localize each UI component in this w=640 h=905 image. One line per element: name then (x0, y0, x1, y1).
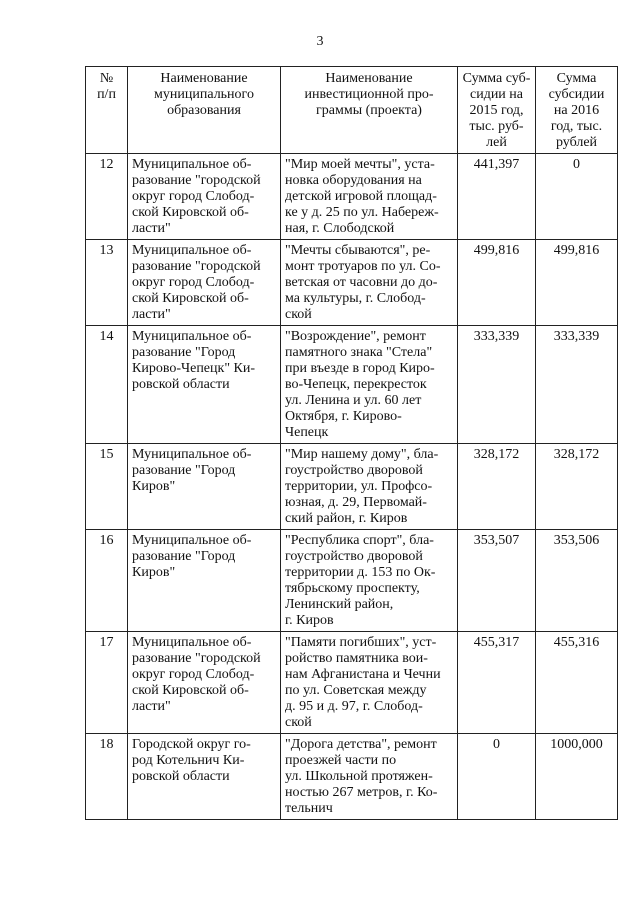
table-row (86, 240, 618, 326)
row-sum-2015: 455,317 (458, 632, 536, 734)
row-municipality: Муниципальное об- разование "городской округ город Слобод- ской Кировской об- ласти" (128, 632, 281, 734)
row-program: "Мечты сбываются", ре- монт тротуаров по ул. Со- ветская от часовни до до- ма культуры, г. Слобод- ской (281, 240, 458, 326)
header-sum-2015-text: Сумма суб- сидии на 2015 год, тыс. руб- лей (462, 71, 531, 150)
header-program (281, 67, 458, 154)
row-sum-2015: 333,339 (458, 326, 536, 444)
header-sum-2016-text: Сумма субсидии на 2016 год, тыс. рублей (548, 71, 605, 150)
header-municipality (128, 67, 281, 154)
table-row (86, 734, 618, 820)
row-program: "Мир моей мечты", уста- новка оборудования на детской игровой площад- ке у д. 25 по ул. Набереж- ная, г. Слободской (281, 154, 458, 240)
row-sum-2015: 328,172 (458, 444, 536, 530)
row-sum-2015: 353,507 (458, 530, 536, 632)
row-program: "Дорога детства", ремонт проезжей части по ул. Школьной протяжен- ностью 267 метров, г. Ко- тельнич (281, 734, 458, 820)
row-municipality: Городской округ го- род Котельнич Ки- ровской области (128, 734, 281, 820)
header-sum-2015 (458, 67, 536, 154)
row-program: "Республика спорт", бла- гоустройство дворовой территории д. 153 по Ок- тябрьскому проспекту, Ленинский район, г. Киров (281, 530, 458, 632)
table-header-row (86, 67, 618, 154)
row-number: 12 (86, 154, 128, 240)
header-number-text: № п/п (97, 71, 116, 102)
row-number: 16 (86, 530, 128, 632)
row-sum-2016: 1000,000 (536, 734, 618, 820)
row-sum-2016: 328,172 (536, 444, 618, 530)
row-sum-2016: 353,506 (536, 530, 618, 632)
row-sum-2015: 499,816 (458, 240, 536, 326)
row-sum-2015: 441,397 (458, 154, 536, 240)
header-sum-2016 (536, 67, 618, 154)
row-municipality: Муниципальное об- разование "Город Киров" (128, 444, 281, 530)
table-row (86, 154, 618, 240)
header-municipality-text: Наименование муниципального образования (154, 71, 254, 118)
row-number: 14 (86, 326, 128, 444)
header-program-text: Наименование инвестиционной про- граммы (проекта) (304, 71, 434, 118)
row-sum-2016: 499,816 (536, 240, 618, 326)
row-number: 17 (86, 632, 128, 734)
row-municipality: Муниципальное об- разование "Город Киров" (128, 530, 281, 632)
row-municipality: Муниципальное об- разование "городской округ город Слобод- ской Кировской об- ласти" (128, 154, 281, 240)
row-number: 13 (86, 240, 128, 326)
row-municipality: Муниципальное об- разование "городской округ город Слобод- ской Кировской об- ласти" (128, 240, 281, 326)
table-row (86, 444, 618, 530)
page-number: 3 (316, 34, 324, 49)
row-program: "Памяти погибших", уст- ройство памятника вои- нам Афганистана и Чечни по ул. Советская между д. 95 и д. 97, г. Слобод- ской (281, 632, 458, 734)
header-number (86, 67, 128, 154)
row-sum-2015: 0 (458, 734, 536, 820)
row-sum-2016: 455,316 (536, 632, 618, 734)
row-number: 18 (86, 734, 128, 820)
row-sum-2016: 0 (536, 154, 618, 240)
row-sum-2016: 333,339 (536, 326, 618, 444)
row-municipality: Муниципальное об- разование "Город Кирово-Чепецк" Ки- ровской области (128, 326, 281, 444)
table-row (86, 632, 618, 734)
row-number: 15 (86, 444, 128, 530)
row-program: "Мир нашему дому", бла- гоустройство дворовой территории, ул. Профсо- юзная, д. 29, Первомай- ский район, г. Киров (281, 444, 458, 530)
table-row (86, 530, 618, 632)
subsidy-table (85, 66, 618, 820)
table-row (86, 326, 618, 444)
row-program: "Возрождение", ремонт памятного знака "Стела" при въезде в город Киро- во-Чепецк, перекресток ул. Ленина и ул. 60 лет Октября, г. Кирово- Чепецк (281, 326, 458, 444)
